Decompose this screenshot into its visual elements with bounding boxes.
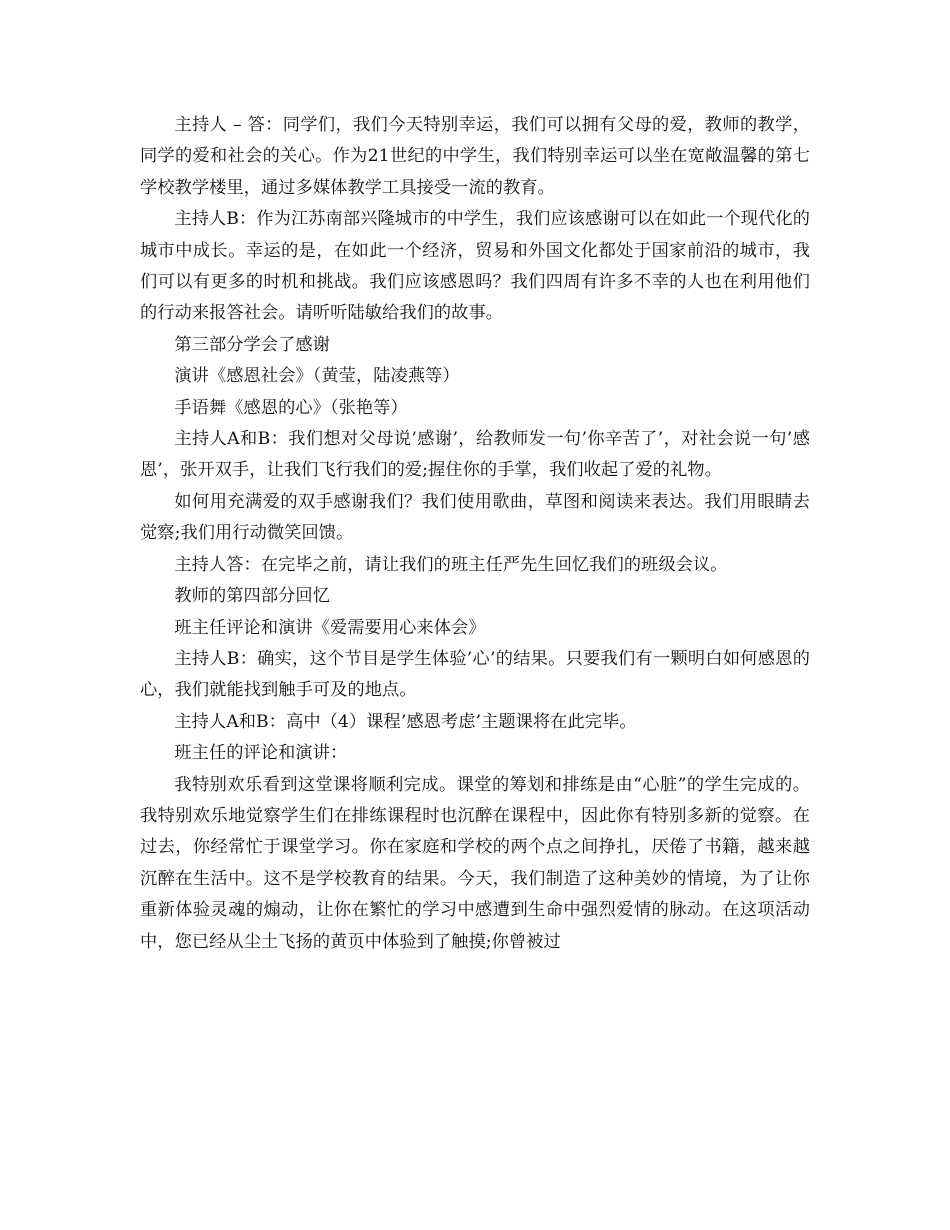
section-heading-part-three: 第三部分学会了感谢 (174, 334, 330, 355)
paragraph-teacher-speech: 我特别欢乐看到这堂课将顺利完成。课堂的筹划和排练是由“心脏”的学生完成的。我特别欢乐地觉察学生们在排练课程时也沉醉在课程中，因此你有特别多新的觉察。在过去，你经常忙于课堂学习。你在家庭和学校的两个点之间挣扎，厌倦了书籍，越来越沉醉在生活中。这不是学校教育的结果。今天，我们制造了这种美妙的情境，为了让你重新体验灵魂的煽动，让你在繁忙的学习中感遭到生命中强烈爱情的脉动。在这项活动中，您已经从尘土飞扬的黄页中体验到了触摸;你曾被过 (140, 774, 810, 952)
paragraph-host-ab-thanks: 主持人A和B：我们想对父母说’感谢’，给教师发一句’你辛苦了’，对社会说一句’感恩’，张开双手，让我们飞行我们的爱;握住你的手掌，我们收起了爱的礼物。 (140, 429, 810, 481)
program-item-teacher-speech: 班主任评论和演讲《爱需要用心来体会》 (174, 617, 486, 638)
program-item-sign-dance: 手语舞《感恩的心》（张艳等） (174, 397, 408, 418)
paragraph-host-closing-invite: 主持人答：在完毕之前，请让我们的班主任严先生回忆我们的班级会议。 (174, 554, 728, 575)
paragraph-host-b-heart: 主持人B：确实，这个节目是学生体验’心’的结果。只要我们有一颗明白如何感恩的心，我们就能找到触手可及的地点。 (140, 648, 810, 701)
paragraph-host-ab-ending: 主持人A和B：高中（4）课程’感恩考虑’主题课将在此完毕。 (174, 711, 637, 732)
paragraph-teacher-heading: 班主任的评论和演讲： (174, 743, 348, 764)
paragraph-host-b-city: 主持人B：作为江苏南部兴隆城市的中学生，我们应该感谢可以在如此一个现代化的城市中成长。幸运的是，在如此一个经济，贸易和外国文化都处于国家前沿的城市，我们可以有更多的时机和挑战。我们应该感恩吗？我们四周有许多不幸的人也在利用他们的行动来报答社会。请听听陆敏给我们的故事。 (140, 209, 810, 324)
paragraph-express-love: 如何用充满爱的双手感谢我们？我们使用歌曲，草图和阅读来表达。我们用眼睛去觉察;我们用行动微笑回馈。 (140, 491, 810, 544)
program-item-speech: 演讲《感恩社会》（黄莹，陆凌燕等） (174, 366, 460, 387)
paragraph-host-intro: 主持人 – 答：同学们，我们今天特别幸运，我们可以拥有父母的爱，教师的教学，同学的爱和社会的关心。作为21世纪的中学生，我们特别幸运可以坐在宽敞温馨的第七学校教学楼里，通过多媒体教学工具接受一流的教育。 (140, 115, 810, 198)
section-heading-part-four: 教师的第四部分回忆 (174, 586, 330, 607)
